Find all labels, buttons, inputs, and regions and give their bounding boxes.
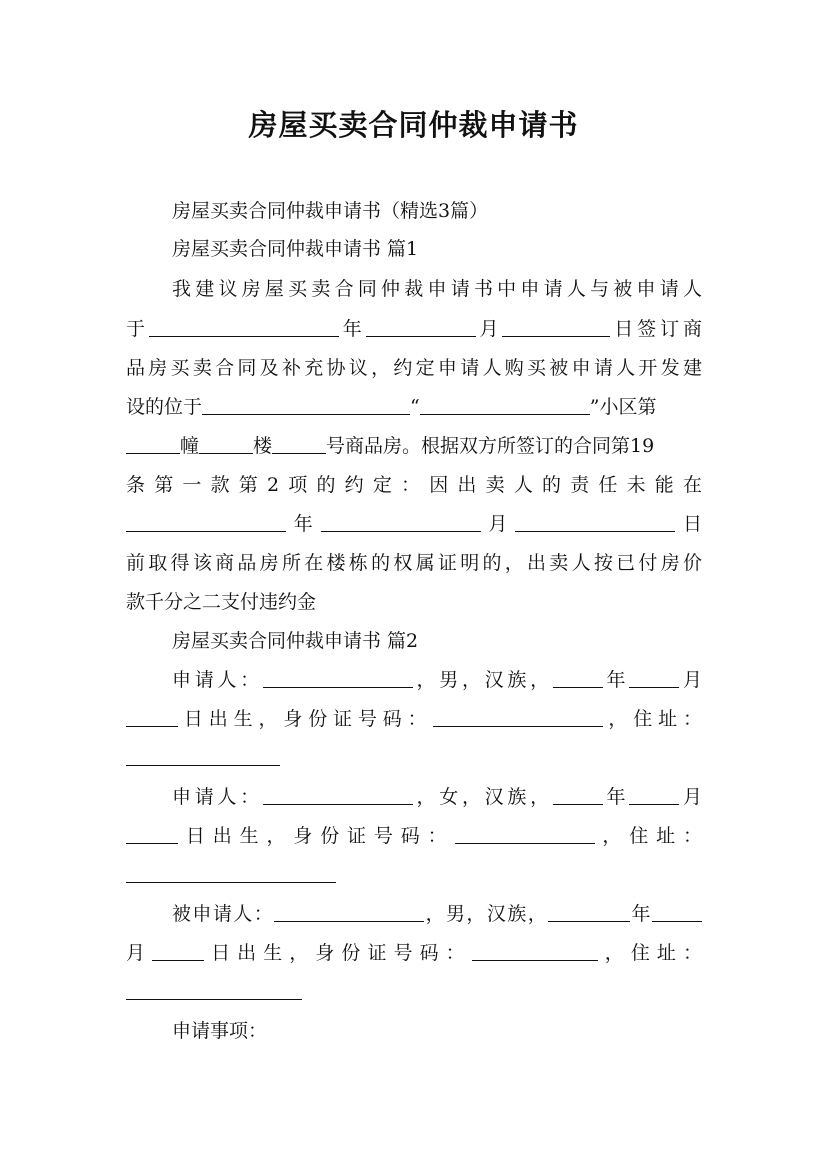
- paragraph-line: 品房买卖合同及补充协议，约定申请人购买被申请人开发建: [126, 357, 702, 379]
- text-fragment: 年: [630, 903, 652, 925]
- text-fragment: 于: [126, 318, 149, 340]
- blank-field: [433, 708, 603, 727]
- blank-field: [126, 825, 178, 844]
- paragraph-line: [126, 396, 702, 418]
- applicant-line: [126, 708, 702, 730]
- blank-field: [199, 435, 253, 454]
- text-fragment: 申请人：: [172, 669, 263, 691]
- applicant-line: [172, 669, 702, 691]
- respondent-line: [126, 942, 702, 964]
- text-fragment: 日出生，身份证号码：: [178, 825, 455, 847]
- blank-field: [366, 318, 476, 337]
- text-fragment: 幢: [180, 435, 200, 457]
- blank-field: [553, 669, 603, 688]
- blank-field: [274, 903, 424, 922]
- text-fragment: 月: [126, 942, 153, 964]
- applicant-line: [126, 747, 702, 769]
- text-fragment: 日签订商: [610, 318, 702, 340]
- text-fragment: 年: [602, 786, 630, 808]
- applicant-line: [172, 786, 702, 808]
- blank-field: [548, 903, 630, 922]
- text-fragment: 楼: [253, 435, 273, 457]
- text-fragment: 日出生，身份证号码：: [204, 942, 472, 964]
- text-fragment: 申请人：: [172, 786, 263, 808]
- respondent-line: [172, 903, 702, 925]
- blank-field: [629, 786, 679, 805]
- paragraph-line: [126, 513, 702, 535]
- text-fragment: 月: [679, 669, 702, 691]
- blank-field: [149, 318, 339, 337]
- blank-field: [515, 513, 675, 532]
- text-fragment: ，男，汉族，: [424, 903, 549, 925]
- blank-field: [263, 786, 413, 805]
- respondent-line: [126, 981, 702, 1003]
- text-fragment: ，女，汉族，: [412, 786, 553, 808]
- text-fragment: 被申请人：: [172, 903, 275, 925]
- text-fragment: 年: [602, 669, 630, 691]
- text-fragment: 年: [286, 513, 321, 535]
- blank-field: [126, 435, 180, 454]
- document-title: 房屋买卖合同仲裁申请书: [248, 108, 579, 142]
- paragraph-line: 款千分之二支付违约金: [126, 591, 317, 613]
- text-fragment: 月: [480, 513, 516, 535]
- blank-field: [553, 786, 603, 805]
- paragraph-line: 条第一款第2项的约定：因出卖人的责任未能在: [126, 474, 702, 496]
- blank-field: [321, 513, 481, 532]
- section-heading-2: 房屋买卖合同仲裁申请书 篇2: [172, 630, 419, 652]
- text-fragment: ，男，汉族，: [412, 669, 553, 691]
- blank-field: [126, 864, 336, 883]
- text-fragment: 月: [679, 786, 702, 808]
- blank-field: [126, 981, 302, 1000]
- blank-field: [472, 942, 598, 961]
- blank-field: [652, 903, 702, 922]
- paragraph-line: 我建议房屋买卖合同仲裁申请书中申请人与被申请人: [172, 278, 702, 300]
- applicant-line: [126, 864, 702, 886]
- blank-field: [202, 396, 410, 415]
- blank-field: [629, 669, 679, 688]
- text-fragment: ，住址：: [597, 942, 702, 964]
- paragraph-line: [126, 435, 702, 457]
- blank-field: [455, 825, 595, 844]
- text-fragment: 日: [675, 513, 702, 535]
- subtitle: 房屋买卖合同仲裁申请书（精选3篇）: [172, 200, 489, 222]
- text-fragment: ，住址：: [602, 708, 702, 730]
- text-fragment: 日出生，身份证号码：: [178, 708, 433, 730]
- blank-field: [263, 669, 413, 688]
- blank-field: [126, 513, 286, 532]
- text-fragment: 年: [338, 318, 366, 340]
- text-fragment: ，住址：: [594, 825, 702, 847]
- blank-field: [272, 435, 326, 454]
- blank-field: [126, 747, 280, 766]
- claims-heading: 申请事项：: [172, 1020, 268, 1042]
- blank-field: [126, 708, 178, 727]
- applicant-line: [126, 825, 702, 847]
- text-fragment: 设的位于: [126, 396, 203, 418]
- text-fragment: 号商品房。根据双方所签订的合同第19: [326, 435, 655, 457]
- text-fragment: “: [410, 396, 420, 418]
- text-fragment: ”小区第: [589, 396, 657, 418]
- text-fragment: 月: [475, 318, 503, 340]
- section-heading-1: 房屋买卖合同仲裁申请书 篇1: [172, 238, 419, 260]
- paragraph-line: [126, 318, 702, 340]
- blank-field: [152, 942, 204, 961]
- paragraph-line: 前取得该商品房所在楼栋的权属证明的，出卖人按已付房价: [126, 552, 702, 574]
- blank-field: [502, 318, 610, 337]
- blank-field: [420, 396, 590, 415]
